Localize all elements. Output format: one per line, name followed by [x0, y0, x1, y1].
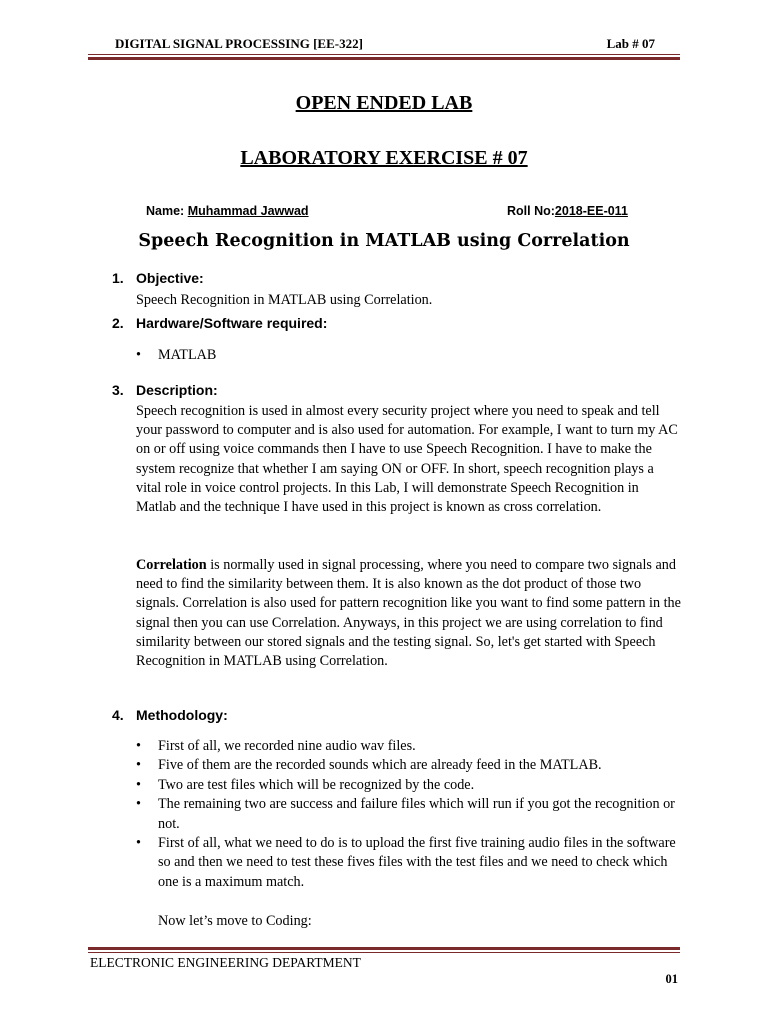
section-hardware-heading: 2. Hardware/Software required:	[112, 315, 328, 331]
header-rule-thick	[88, 57, 680, 60]
roll-value: 2018-EE-011	[554, 204, 628, 218]
list-item: • The remaining two are success and failure files which will run if you got the recognition or not.	[136, 795, 681, 834]
list-item: • Five of them are the recorded sounds which are already feed in the MATLAB.	[136, 756, 681, 775]
list-item: • First of all, we recorded nine audio wav files.	[136, 737, 681, 756]
footer-department: ELECTRONIC ENGINEERING DEPARTMENT	[90, 955, 361, 970]
header-rule-thin	[88, 54, 680, 55]
title-lab-exercise: LABORATORY EXERCISE # 07	[240, 147, 528, 169]
methodology-list	[136, 737, 681, 892]
roll-label: Roll No:	[507, 204, 555, 218]
list-item: • Two are test files which will be recognized by the code.	[136, 776, 681, 795]
title-open-ended-lab: OPEN ENDED LAB	[295, 92, 473, 114]
page-number: 01	[665, 972, 678, 986]
header-course: DIGITAL SIGNAL PROCESSING [EE-322]	[115, 36, 363, 51]
correlation-term: Correlation	[136, 557, 207, 573]
student-roll	[507, 204, 628, 218]
methodology-closing: Now let’s move to Coding:	[158, 913, 312, 929]
section-methodology-heading: 4. Methodology:	[112, 707, 228, 723]
document-subtitle: Speech Recognition in MATLAB using Correlation	[138, 231, 630, 251]
description-paragraph-2: Correlation is normally used in signal processing, where you need to compare two signals and need to find the similarity between them. It is also known as the dot product of those two signals. Correlation is also used for pattern recognition like you want to find some pattern in the signal then you can use Correlation. Anyways, in this project we are using correlation to find similarity between our stored signals and the testing signal. So, let's get started with Speech Recognition in MATLAB using Correlation.	[136, 557, 681, 670]
student-name	[146, 204, 309, 218]
name-label: Name:	[146, 204, 188, 218]
name-value: Muhammad Jawwad	[187, 204, 309, 218]
section-description-heading: 3. Description:	[112, 382, 218, 398]
hardware-list	[136, 346, 681, 365]
footer-rule-thin	[88, 952, 680, 953]
section-objective-heading: 1. Objective:	[112, 270, 204, 286]
header-lab-number: Lab # 07	[606, 36, 655, 51]
footer-rule-thick	[88, 947, 680, 950]
list-item: • MATLAB	[136, 346, 681, 365]
list-item: • First of all, what we need to do is to upload the first five training audio files in the software so and then we need to test these fives files with the test files and we need to check which one is a maximum match.	[136, 834, 681, 892]
objective-text: Speech Recognition in MATLAB using Correlation.	[136, 292, 433, 308]
description-paragraph-1: Speech recognition is used in almost every security project where you need to speak and tell your password to computer and is also used for automation. For example, I want to turn my AC on or off using voice commands then I have to use Speech Recognition. I have to make the system recognize that whether I am saying ON or OFF. In short, speech recognition plays a vital role in voice control projects. In this Lab, I will demonstrate Speech Recognition in Matlab and the technique I have used in this project is known as cross correlation.	[136, 403, 678, 516]
